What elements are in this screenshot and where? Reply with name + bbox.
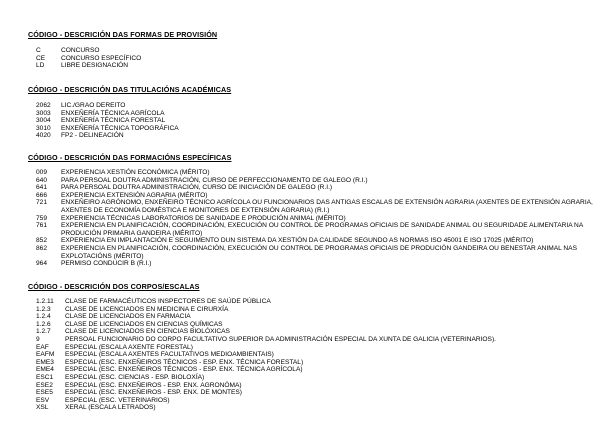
- item-description: ENXEÑERÍA TÉCNICA FORESTAL: [61, 117, 166, 125]
- item-description: XERAL (ESCALA LETRADOS): [65, 404, 156, 412]
- item-description: EXPERIENCIA EXTENSIÓN AGRARIA (MÉRITO): [61, 191, 208, 199]
- item-code: 721: [36, 199, 48, 207]
- item-description: LIBRE DESIGNACIÓN: [61, 62, 129, 70]
- item-description: EXPERIENCIA EN IMPLANTACIÓN E SEGUIMENTO DUN SISTEMA DA XESTIÓN DA CALIDADE SEGUNDO AS NORMAS ISO 45001 E ISO 17025 (MÉRITO): [61, 237, 534, 245]
- list-item: [28, 169, 613, 177]
- list-item: [28, 397, 613, 405]
- item-description: PERSOAL FUNCIONARIO DO CORPO FACULTATIVO SUPERIOR DA ADMINISTRACIÓN ESPECIAL DA XUNTA DE GALICIA (VETERINARIOS).: [65, 335, 496, 343]
- item-description: ESPECIAL (ESC. ENXEÑEIROS TÉCNICOS - ESP. ENX. TÉCNICA FORESTAL): [65, 358, 304, 366]
- item-code: ESC1: [36, 373, 54, 381]
- item-description: ESPECIAL (ESC. ENXEÑEIROS TÉCNICOS - ESP. ENX. TÉCNICA AGRÍCOLA): [65, 366, 303, 374]
- item-code: 759: [36, 214, 48, 222]
- item-code: 1.2.6: [36, 320, 51, 328]
- item-code: 862: [36, 244, 48, 252]
- list-item: [28, 260, 613, 268]
- item-code: 852: [36, 237, 48, 245]
- item-code: 2062: [36, 102, 51, 109]
- item-description: ESPECIAL (ESC. CIENCIAS - ESP. BIOLOXÍA): [65, 373, 205, 381]
- section-heading: CÓDIGO - DESCRICIÓN DOS CORPOS/ESCALAS: [28, 282, 200, 291]
- list-item: [28, 222, 613, 237]
- section-heading: CÓDIGO - DESCRICIÓN DAS FORMAS DE PROVISIÓN: [28, 30, 218, 39]
- code-list: [28, 169, 613, 268]
- item-description: CLASE DE LICENCIADOS EN CIENCIAS BIOLÓXICAS: [65, 328, 230, 336]
- item-code: ESV: [36, 396, 50, 404]
- section-corpos-escalas: [28, 282, 613, 412]
- list-item: [28, 328, 613, 336]
- item-description: ESPECIAL (ESC. VETERINARIOS): [65, 396, 170, 404]
- item-code: 9: [36, 335, 40, 343]
- list-item: [28, 184, 613, 192]
- item-description: ESPECIAL (ESCALA AXENTES FACULTATIVOS MEDIOAMBIENTAIS): [65, 351, 274, 359]
- item-code: XSL: [36, 404, 49, 412]
- item-code: 1.2.4: [36, 313, 51, 321]
- item-code: C: [36, 47, 41, 54]
- item-description: CONCURSO: [61, 47, 100, 54]
- list-item: [28, 374, 613, 382]
- item-description: EXPERIENCIA TÉCNICAS LABORATORIOS DE SANIDADE E PRODUCIÓN ANIMAL (MÉRITO): [61, 214, 346, 222]
- item-description: PARA PERSOAL DOUTRA ADMINISTRACIÓN, CURSO DE PERFECCIONAMENTO DE GALEGO (R.I.): [61, 176, 368, 184]
- list-item: [28, 199, 613, 214]
- item-code: 009: [36, 169, 48, 176]
- item-code: 4020: [36, 132, 51, 140]
- item-description: CLASE DE LICENCIADOS EN FARMACIA: [65, 313, 191, 321]
- list-item: [28, 47, 613, 55]
- item-description: FP2 - DELINEACIÓN: [61, 132, 124, 140]
- section-formas-provision: [28, 30, 613, 70]
- item-description: CONCURSO ESPECÍFICO: [61, 54, 142, 62]
- list-item: [28, 306, 613, 314]
- section-formacions-especificas: [28, 153, 613, 268]
- item-code: 3003: [36, 109, 51, 117]
- item-description: LIC./GRAO DEREITO: [61, 102, 126, 109]
- code-list: [28, 47, 613, 70]
- section-heading: CÓDIGO - DESCRICIÓN DAS FORMACIÓNS ESPECÍFICAS: [28, 153, 232, 162]
- item-code: ESE2: [36, 381, 53, 389]
- list-item: [28, 382, 613, 390]
- list-item: [28, 62, 613, 70]
- item-code: 761: [36, 222, 48, 230]
- list-item: [28, 389, 613, 397]
- section-heading: CÓDIGO - DESCRICIÓN DAS TITULACIÓNS ACADÉMICAS: [28, 85, 232, 94]
- item-description: CLASE DE LICENCIADOS EN MEDICINA E CIRURXÍA: [65, 305, 229, 313]
- item-code: 666: [36, 191, 48, 199]
- item-code: 3004: [36, 117, 51, 125]
- item-description: CLASE DE LICENCIADOS EN CIENCIAS QUÍMICAS: [65, 320, 223, 328]
- list-item: [28, 117, 613, 125]
- list-item: [28, 132, 613, 140]
- item-code: 964: [36, 260, 48, 268]
- item-code: EME4: [36, 366, 54, 374]
- item-code: CE: [36, 54, 46, 62]
- list-item: [28, 336, 613, 344]
- item-description: ENXEÑERÍA TÉCNICA AGRÍCOLA: [61, 109, 165, 117]
- item-code: ESE5: [36, 389, 53, 397]
- item-description: ESPECIAL (ESC. ENXEÑEIROS - ESP. ENX. AGRONÓMA): [65, 381, 242, 389]
- item-code: 641: [36, 184, 48, 192]
- item-code: 1.2.7: [36, 328, 51, 336]
- item-description: ENXEÑEIRO AGRÓNOMO, ENXEÑEIRO TÉCNICO AGRÍCOLA OU FUNCIONARIOS DAS ANTIGAS ESCALAS DE EXTENSIÓN AGRARIA (AXENTES DE EXTENSIÓN AGRARIA, AXENTES DE ECONOMÍA DOMÉSTICA E MONITORES DE EXTENSIÓN AGRARIA) (R.I.): [61, 199, 593, 214]
- list-item: [28, 102, 613, 110]
- list-item: [28, 404, 613, 412]
- item-description: EXPERIENCIA XESTIÓN ECONÓMICA (MÉRITO): [61, 169, 210, 176]
- item-code: EME3: [36, 358, 54, 366]
- list-item: [28, 351, 613, 359]
- item-code: 1.2.3: [36, 305, 51, 313]
- item-description: ESPECIAL (ESC. ENXEÑEIROS - ESP. ENX. DE MONTES): [65, 389, 242, 397]
- item-description: ENXEÑERÍA TÉCNICA TOPOGRÁFICA: [61, 124, 179, 132]
- code-list: [28, 298, 613, 412]
- item-code: LD: [36, 62, 45, 70]
- list-item: [28, 245, 613, 260]
- item-code: 640: [36, 176, 48, 184]
- list-item: [28, 237, 613, 245]
- list-item: [28, 366, 613, 374]
- item-code: 3010: [36, 124, 51, 132]
- list-item: [28, 298, 613, 306]
- item-description: EXPERIENCIA EN PLANIFICACIÓN, COORDINACIÓN, EXECUCIÓN OU CONTROL DE PROGRAMAS OFICIAIS DE PRODUCIÓN GANDEIRA OU BENESTAR ANIMAL NAS EXPLOTACIÓNS (MÉRITO): [61, 244, 577, 260]
- item-description: PARA PERSOAL DOUTRA ADMINISTRACIÓN, CURSO DE INICIACIÓN DE GALEGO (R.I.): [61, 184, 333, 192]
- code-list: [28, 102, 613, 140]
- item-description: ESPECIAL (ESCALA AXENTE FORESTAL): [65, 343, 193, 351]
- item-description: PERMISO CONDUCIR B (R.I.): [61, 260, 152, 268]
- list-item: [28, 313, 613, 321]
- item-description: EXPERIENCIA EN PLANIFICACIÓN, COORDINACIÓN, EXECUCIÓN OU CONTROL DE PROGRAMAS OFICIAIS DE SANIDADE ANIMAL OU SEGURIDADE ALIMENTARIA NA PRODUCIÓN PRIMARIA GANDEIRA (MÉRITO): [61, 222, 583, 237]
- list-item: [28, 344, 613, 352]
- item-description: CLASE DE FARMACÉUTICOS INSPECTORES DE SAÚDE PÚBLICA: [65, 298, 271, 305]
- item-code: EAF: [36, 343, 49, 351]
- section-titulacions-academicas: [28, 85, 613, 140]
- item-code: 1.2.11: [36, 298, 54, 305]
- item-code: EAFM: [36, 351, 55, 359]
